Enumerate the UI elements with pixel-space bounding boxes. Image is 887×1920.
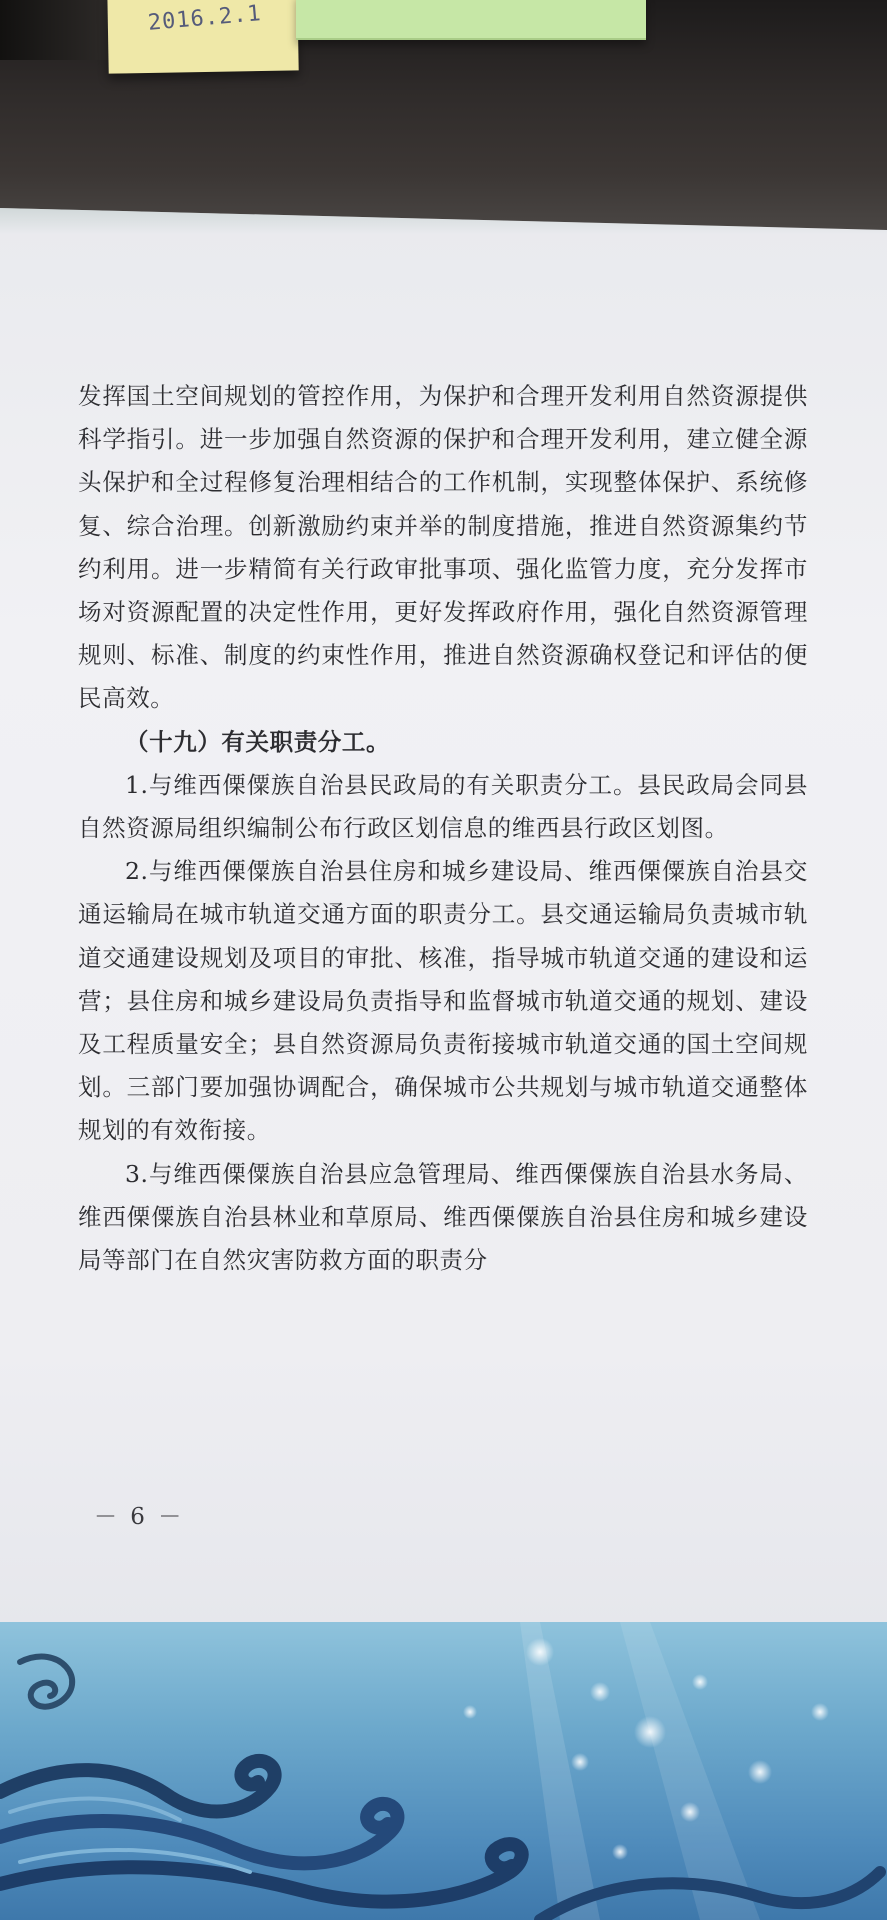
text-line: 1.与维西傈僳族自治县民政局的有关职责分工。县民政 bbox=[125, 770, 711, 799]
paragraph-continuation bbox=[78, 375, 808, 721]
text-line: 资源提供科学指引。进一步加强自然资源的保护和合理开发 bbox=[78, 382, 808, 454]
text-line: 导城市轨道交通的建设和运营；县住房和城乡建设局负责指 bbox=[78, 943, 808, 1015]
paragraph-1 bbox=[78, 764, 808, 850]
text-line: 的决定性作用，更好发挥政府作用，强化自然资源管理规则、 bbox=[78, 598, 808, 670]
desk-background bbox=[0, 0, 887, 230]
paragraph-3 bbox=[78, 1153, 808, 1283]
text-line: 局会同县自然资源局组织编制公布行政区划信息的维西县 bbox=[78, 770, 809, 843]
decorative-cover bbox=[0, 1622, 887, 1920]
text-line: 2.与维西傈僳族自治县住房和城乡建设局、维西傈僳族 bbox=[125, 857, 711, 886]
sticky-note-green bbox=[296, 0, 646, 40]
text-line: 然资源局负责衔接城市轨道交通的国土空间规划。三部门要 bbox=[78, 1030, 809, 1102]
text-line: 导和监督城市轨道交通的规划、建设及工程质量安全；县自 bbox=[78, 986, 808, 1059]
text-line: 加强协调配合，确保城市公共规划与城市轨道交通整体规划 bbox=[78, 1073, 808, 1145]
wave-pattern-graphic bbox=[0, 1622, 887, 1920]
text-line: 3.与维西傈僳族自治县应急管理局、维西傈僳族自治县 bbox=[125, 1159, 711, 1188]
heading-text: （十九）有关职责分工。 bbox=[125, 727, 391, 756]
handwritten-date: 2016.2.1 bbox=[146, 1, 263, 36]
text-line: 标准、制度的约束性作用，推进自然资源确权登记和评估的 bbox=[151, 641, 784, 670]
sticky-note-yellow bbox=[107, 0, 298, 74]
text-line: 水务局、维西傈僳族自治县林业和草原局、维西傈僳族自治 bbox=[78, 1159, 809, 1231]
text-line: 关行政审批事项、强化监管力度，充分发挥市场对资源配置 bbox=[78, 554, 809, 627]
section-heading bbox=[78, 721, 808, 764]
text-line: 便民高效。 bbox=[78, 641, 808, 713]
text-line: 制，实现整体保护、系统修复、综合治理。创新激励约束并 bbox=[78, 468, 808, 540]
text-line: 运输局负责城市轨道交通建设规划及项目的审批、核准，指 bbox=[78, 900, 808, 972]
document-body bbox=[78, 375, 808, 1282]
page-number: － 6 － bbox=[94, 1504, 185, 1530]
text-line: 自治县交通运输局在城市轨道交通方面的职责分工。县交通 bbox=[78, 857, 809, 929]
paragraph-2 bbox=[78, 850, 808, 1152]
text-line: 行政区划图。 bbox=[584, 814, 729, 843]
dark-object bbox=[0, 0, 110, 60]
text-line: 县住房和城乡建设局等部门在自然灾害防救方面的职责分 bbox=[78, 1202, 808, 1275]
text-line: 的有效衔接。 bbox=[126, 1116, 271, 1145]
text-line: 举的制度措施，推进自然资源集约节约利用。进一步精简有 bbox=[78, 511, 808, 583]
text-line: 发挥国土空间规划的管控作用，为保护和合理开发利用自然 bbox=[78, 382, 711, 410]
text-line: 利用，建立健全源头保护和全过程修复治理相结合的工作机 bbox=[78, 425, 808, 497]
